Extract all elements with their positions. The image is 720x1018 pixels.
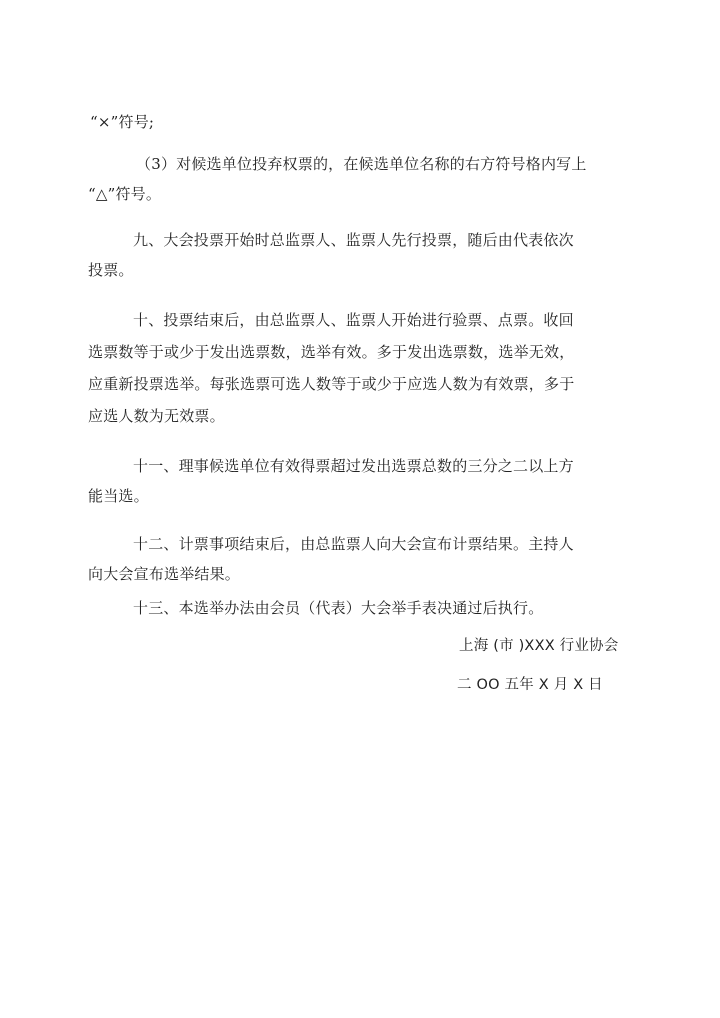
text-line: “△”符号。 — [88, 185, 162, 203]
text-line: 十、投票结束后，由总监票人、监票人开始进行验票、点票。收回 — [133, 311, 574, 329]
text-line: 十一、理事候选单位有效得票超过发出选票总数的三分之二以上方 — [133, 457, 574, 475]
text-line: 应重新投票选举。每张选票可选人数等于或少于应选人数为有效票，多于 — [88, 375, 575, 393]
signature-date: 二 OO 五年 X 月 X 日 — [457, 677, 603, 693]
text-line: 向大会宣布选举结果。 — [88, 565, 241, 583]
text-line: 十二、计票事项结束后，由总监票人向大会宣布计票结果。主持人 — [133, 535, 574, 553]
text-line: 选票数等于或少于发出选票数，选举有效。多于发出选票数，选举无效， — [88, 343, 575, 361]
text-line: 能当选。 — [88, 487, 149, 505]
text-line: “×”符号; — [90, 113, 155, 131]
text-line: 九、大会投票开始时总监票人、监票人先行投票，随后由代表依次 — [133, 231, 574, 249]
text-line: 投票。 — [88, 261, 134, 279]
text-line: 十三、本选举办法由会员（代表）大会举手表决通过后执行。 — [133, 599, 544, 617]
signature-organization: 上海 (市 )XXX 行业协会 — [459, 638, 619, 654]
text-line: 应选人数为无效票。 — [88, 407, 225, 425]
text-line: （3）对候选单位投弃权票的，在候选单位名称的右方符号格内写上 — [136, 155, 587, 173]
